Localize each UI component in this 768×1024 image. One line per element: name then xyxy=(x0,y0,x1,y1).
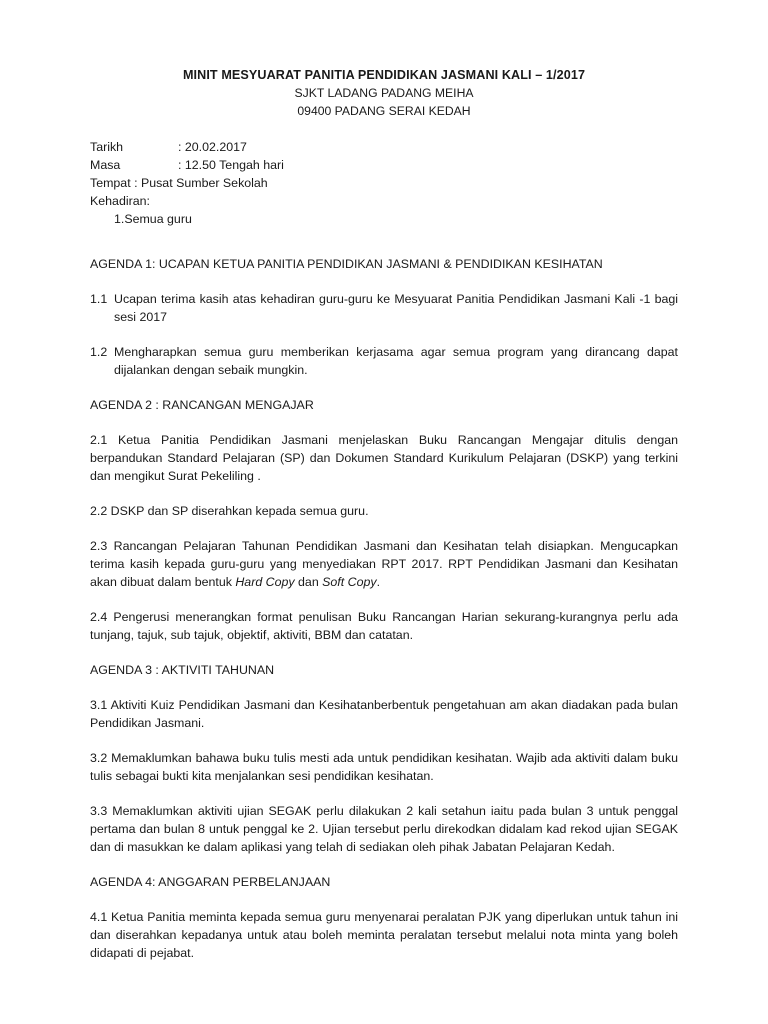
item-text: Mengharapkan semua guru memberikan kerjasama agar semua program yang dirancang dapat dijalankan dengan sebaik mungkin. xyxy=(114,345,678,377)
attendance-label: Kehadiran: xyxy=(90,194,150,208)
venue: Tempat : Pusat Sumber Sekolah xyxy=(90,176,268,190)
agenda-2-item-1: 2.1 Ketua Panitia Pendidikan Jasmani menjelaskan Buku Rancangan Mengajar ditulis dengan berpandukan Standard Pelajaran (SP) dan Dokumen Standard Kurikulum Pelajaran (DSKP) yang terkini dan mengikut Surat Pekeliling . xyxy=(90,433,678,483)
agenda-4-item-1: 4.1 Ketua Panitia meminta kepada semua guru menyenarai peralatan PJK yang diperlukan untuk tahun ini dan diserahkan kepadanya untuk atau boleh meminta peralatan tersebut melalui nota minta yang boleh didapati di pejabat. xyxy=(90,910,678,960)
date-label: Tarikh xyxy=(90,140,124,154)
document-header xyxy=(90,66,678,120)
period-text: . xyxy=(376,575,381,589)
agenda-2-item-2: 2.2 DSKP dan SP diserahkan kepada semua guru. xyxy=(90,504,369,518)
agenda-1-item-2 xyxy=(90,343,678,379)
agenda-3-item-1: 3.1 Aktiviti Kuiz Pendidikan Jasmani dan Kesihatanberbentuk pengetahuan am akan diadakan pada bulan Pendidikan Jasmani. xyxy=(90,698,678,730)
item-text: 2.3 Rancangan Pelajaran Tahunan Pendidikan Jasmani dan Kesihatan telah disiapkan. Mengucapkan terima kasih kepada guru-guru yang menyediakan RPT 2017. RPT Pendidikan Jasmani dan Kesihatan akan dibuat dalam bentuk xyxy=(90,539,678,589)
date-value: : 20.02.2017 xyxy=(178,140,247,154)
time-label: Masa xyxy=(90,158,121,172)
time-value: : 12.50 Tengah hari xyxy=(178,158,284,172)
attendance-item: 1.Semua guru xyxy=(114,212,192,226)
school-name: SJKT LADANG PADANG MEIHA xyxy=(294,86,474,100)
agenda-1-heading: AGENDA 1: UCAPAN KETUA PANITIA PENDIDIKAN JASMANI & PENDIDIKAN KESIHATAN xyxy=(90,257,603,271)
agenda-2-item-3 xyxy=(90,537,678,591)
time-row xyxy=(90,156,678,174)
document-title: MINIT MESYUARAT PANITIA PENDIDIKAN JASMANI KALI – 1/2017 xyxy=(182,68,586,82)
item-number: 1.1 xyxy=(90,292,108,306)
school-address: 09400 PADANG SERAI KEDAH xyxy=(297,104,471,118)
agenda-4-heading: AGENDA 4: ANGGARAN PERBELANJAAN xyxy=(90,875,331,889)
conjunction-text: dan xyxy=(294,575,323,589)
item-text: Ucapan terima kasih atas kehadiran guru-guru ke Mesyuarat Panitia Pendidikan Jasmani Kali -1 bagi sesi 2017 xyxy=(114,292,678,324)
item-number: 1.2 xyxy=(90,345,108,359)
agenda-2-item-4: 2.4 Pengerusi menerangkan format penulisan Buku Rancangan Harian sekurang-kurangnya perlu ada tunjang, tajuk, sub tajuk, objektif, aktiviti, BBM dan catatan. xyxy=(90,610,678,642)
meeting-details xyxy=(90,138,678,228)
date-row xyxy=(90,138,678,156)
agenda-3-heading: AGENDA 3 : AKTIVITI TAHUNAN xyxy=(90,663,275,677)
agenda-1-item-1 xyxy=(90,290,678,326)
agenda-3-item-2: 3.2 Memaklumkan bahawa buku tulis mesti ada untuk pendidikan kesihatan. Wajib ada aktiviti dalam buku tulis sebagai bukti kita menjalankan sesi pendidikan kesihatan. xyxy=(90,751,678,783)
agenda-3-item-3: 3.3 Memaklumkan aktiviti ujian SEGAK perlu dilakukan 2 kali setahun iaitu pada bulan 3 untuk penggal pertama dan bulan 8 untuk penggal ke 2. Ujian tersebut perlu direkodkan didalam kad rekod ujian SEGAK dan di masukkan ke dalam aplikasi yang telah di sediakan oleh pihak Jabatan Pelajaran Kedah. xyxy=(90,804,678,854)
soft-copy-text: Soft Copy xyxy=(322,575,377,589)
hard-copy-text: Hard Copy xyxy=(235,575,295,589)
agenda-2-heading: AGENDA 2 : RANCANGAN MENGAJAR xyxy=(90,398,314,412)
